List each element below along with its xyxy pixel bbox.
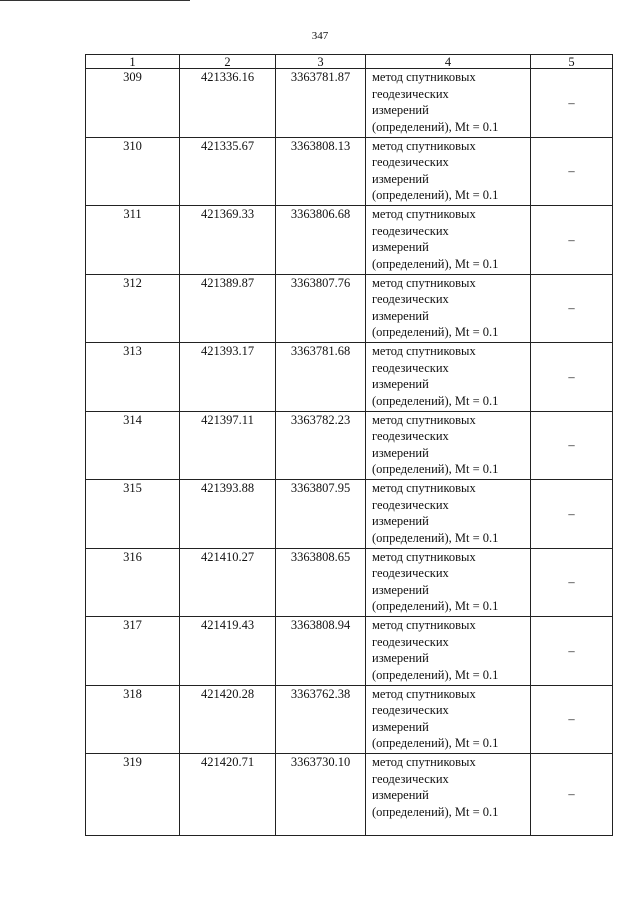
- coord-y: 3363781.87: [276, 69, 366, 138]
- coord-x: 421393.17: [180, 343, 276, 412]
- coord-x: 421369.33: [180, 206, 276, 275]
- table-row: [86, 480, 613, 549]
- table-row: [86, 206, 613, 275]
- method-line: измерений: [372, 514, 429, 528]
- method-line: геодезических: [372, 429, 449, 443]
- col5-value: –: [531, 137, 613, 206]
- point-number: 310: [86, 137, 180, 206]
- method-line: геодезических: [372, 223, 449, 238]
- table-row: [86, 343, 613, 412]
- method-line: (определений), Mt = 0.1: [372, 599, 499, 613]
- point-number: 315: [86, 480, 180, 549]
- top-rule: [0, 0, 190, 1]
- method-line: геодезических: [372, 497, 449, 512]
- table-row: [86, 69, 613, 138]
- header-col-4: 4: [366, 55, 531, 69]
- point-number: 319: [86, 754, 180, 836]
- method-line: геодезических: [372, 634, 449, 649]
- coord-x: 421410.27: [180, 548, 276, 617]
- col5-value: –: [531, 206, 613, 275]
- coord-y: 3363808.94: [276, 617, 366, 686]
- coord-x: 421420.28: [180, 685, 276, 754]
- method-cell: [366, 754, 531, 836]
- method-cell: [366, 137, 531, 206]
- point-number: 311: [86, 206, 180, 275]
- col5-value: –: [531, 480, 613, 549]
- method-line: метод спутниковых: [372, 70, 476, 84]
- table-row: [86, 411, 613, 480]
- table-body: [86, 69, 613, 836]
- coord-y: 3363782.23: [276, 411, 366, 480]
- method-line: (определений), Mt = 0.1: [372, 325, 499, 339]
- col5-value: –: [531, 685, 613, 754]
- method-line: метод спутниковых: [372, 755, 476, 769]
- coord-x: 421419.43: [180, 617, 276, 686]
- method-line: измерений: [372, 240, 429, 254]
- method-line: метод спутниковых: [372, 549, 476, 564]
- method-cell: [366, 685, 531, 754]
- method-line: метод спутниковых: [372, 275, 476, 290]
- header-col-3: 3: [276, 55, 366, 69]
- method-line: геодезических: [372, 86, 449, 101]
- coord-x: 421335.67: [180, 137, 276, 206]
- coord-y: 3363762.38: [276, 685, 366, 754]
- coord-x: 421336.16: [180, 69, 276, 138]
- method-cell: [366, 617, 531, 686]
- method-line: (определений), Mt = 0.1: [372, 393, 499, 408]
- method-cell: [366, 548, 531, 617]
- page-number: 347: [311, 30, 329, 42]
- coord-y: 3363806.68: [276, 206, 366, 275]
- method-line: геодезических: [372, 292, 449, 306]
- table-row: [86, 137, 613, 206]
- method-line: измерений: [372, 651, 429, 665]
- method-line: геодезических: [372, 703, 449, 717]
- col5-value: –: [531, 548, 613, 617]
- method-line: измерений: [372, 171, 429, 186]
- header-col-2: 2: [180, 55, 276, 69]
- method-line: (определений), Mt = 0.1: [372, 119, 499, 134]
- method-cell: [366, 274, 531, 343]
- method-line: метод спутниковых: [372, 344, 476, 358]
- method-line: метод спутниковых: [372, 138, 476, 153]
- col5-value: –: [531, 69, 613, 138]
- method-line: (определений), Mt = 0.1: [372, 667, 499, 682]
- method-cell: [366, 343, 531, 412]
- method-line: метод спутниковых: [372, 618, 476, 632]
- method-line: метод спутниковых: [372, 481, 476, 495]
- coord-y: 3363807.95: [276, 480, 366, 549]
- method-line: метод спутниковых: [372, 686, 476, 701]
- table-header-row: [86, 55, 613, 69]
- method-line: измерений: [372, 308, 429, 323]
- method-line: измерений: [372, 103, 429, 117]
- coordinates-table: [85, 54, 613, 836]
- point-number: 318: [86, 685, 180, 754]
- method-line: (определений), Mt = 0.1: [372, 256, 499, 271]
- table-row: [86, 274, 613, 343]
- method-line: измерений: [372, 719, 429, 734]
- method-line: (определений), Mt = 0.1: [372, 188, 499, 202]
- col5-value: –: [531, 343, 613, 412]
- method-line: геодезических: [372, 771, 449, 786]
- col5-value: –: [531, 617, 613, 686]
- header-col-5: 5: [531, 55, 613, 69]
- coord-y: 3363730.10: [276, 754, 366, 836]
- point-number: 317: [86, 617, 180, 686]
- method-cell: [366, 69, 531, 138]
- method-line: (определений), Mt = 0.1: [372, 530, 499, 545]
- point-number: 314: [86, 411, 180, 480]
- method-line: метод спутниковых: [372, 412, 476, 427]
- point-number: 313: [86, 343, 180, 412]
- coord-x: 421389.87: [180, 274, 276, 343]
- table-row: [86, 548, 613, 617]
- method-line: измерений: [372, 788, 429, 802]
- method-line: геодезических: [372, 566, 449, 580]
- coord-x: 421393.88: [180, 480, 276, 549]
- table-row: [86, 685, 613, 754]
- col5-value: –: [531, 754, 613, 836]
- method-line: измерений: [372, 582, 429, 597]
- method-line: (определений), Mt = 0.1: [372, 804, 499, 819]
- method-cell: [366, 206, 531, 275]
- method-line: измерений: [372, 445, 429, 460]
- coord-y: 3363781.68: [276, 343, 366, 412]
- point-number: 312: [86, 274, 180, 343]
- table-row: [86, 754, 613, 836]
- point-number: 316: [86, 548, 180, 617]
- method-line: (определений), Mt = 0.1: [372, 736, 499, 750]
- header-col-1: 1: [86, 55, 180, 69]
- method-line: геодезических: [372, 360, 449, 375]
- coord-x: 421397.11: [180, 411, 276, 480]
- method-cell: [366, 411, 531, 480]
- method-line: геодезических: [372, 155, 449, 169]
- method-line: измерений: [372, 377, 429, 391]
- table-row: [86, 617, 613, 686]
- point-number: 309: [86, 69, 180, 138]
- method-line: (определений), Mt = 0.1: [372, 462, 499, 476]
- method-cell: [366, 480, 531, 549]
- method-line: метод спутниковых: [372, 207, 476, 221]
- coord-y: 3363808.13: [276, 137, 366, 206]
- coord-y: 3363807.76: [276, 274, 366, 343]
- col5-value: –: [531, 274, 613, 343]
- coord-x: 421420.71: [180, 754, 276, 836]
- col5-value: –: [531, 411, 613, 480]
- coord-y: 3363808.65: [276, 548, 366, 617]
